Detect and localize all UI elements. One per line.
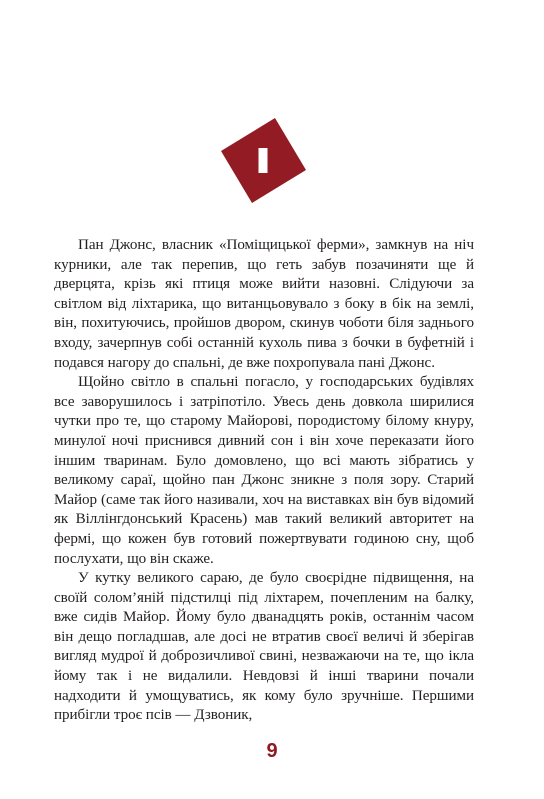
chapter-diamond-icon [221, 118, 306, 203]
paragraph-3: У кутку великого сараю, де було своєрідне підвищення, на своїй солом’яній підстилці під ліхтарем, почепленим на балку, вже сидів Майор. Йому було дванадцять років, останнім часом він дещо погладшав, але досі не втратив своєї величі й зберігав вигляд мудрої й доброзичливої свині, незважаючи на те, що ікла йому так і не видалили. Невдовзі й інші тварини почали надходити й умощуватись, як кому було зручніше. Першими прибігли троє псів — Дзвоник, [54, 570, 474, 724]
page-number: 9 [266, 740, 278, 762]
body-text [54, 236, 474, 726]
paragraph-2: Щойно світло в спальні погасло, у господарських будівлях все заворушилось і затріпотіло. Увесь день довкола ширилися чутки про те, що старому Майорові, породистому білому кнуру, минулої ночі приснився дивний сон і він хоче переказати його іншим тваринам. Було домовлено, що всі мають зібратись у великому сараї, щойно пан Джонс зникне з поля зору. Старий Майор (саме так його називали, хоч на виставках він був відомий як Віллінгдонський Красень) мав такий великий авторитет на фермі, що кожен був готовий пожертвувати годиною сну, щоб послухати, що він скаже. [54, 374, 474, 567]
chapter-heading-mark [221, 118, 306, 203]
chapter-numeral [221, 203, 222, 204]
paragraph-1: Пан Джонс, власник «Поміщицької ферми», замкнув на ніч курники, але так перепив, що геть забув позачиняти ще й дверцята, крізь які птиця може вийти назовні. Слідуючи за світлом від ліхтарика, що витанцьовувало з боку в бік на землі, він, похитуючись, пройшов двором, скинув чоботи біля заднього входу, зачерпнув собі останній кухоль пива з бочки в буфетній і подався нагору до спальні, де вже похропувала пані Джонс. [54, 237, 474, 371]
chapter-numeral-glyph [259, 148, 268, 173]
